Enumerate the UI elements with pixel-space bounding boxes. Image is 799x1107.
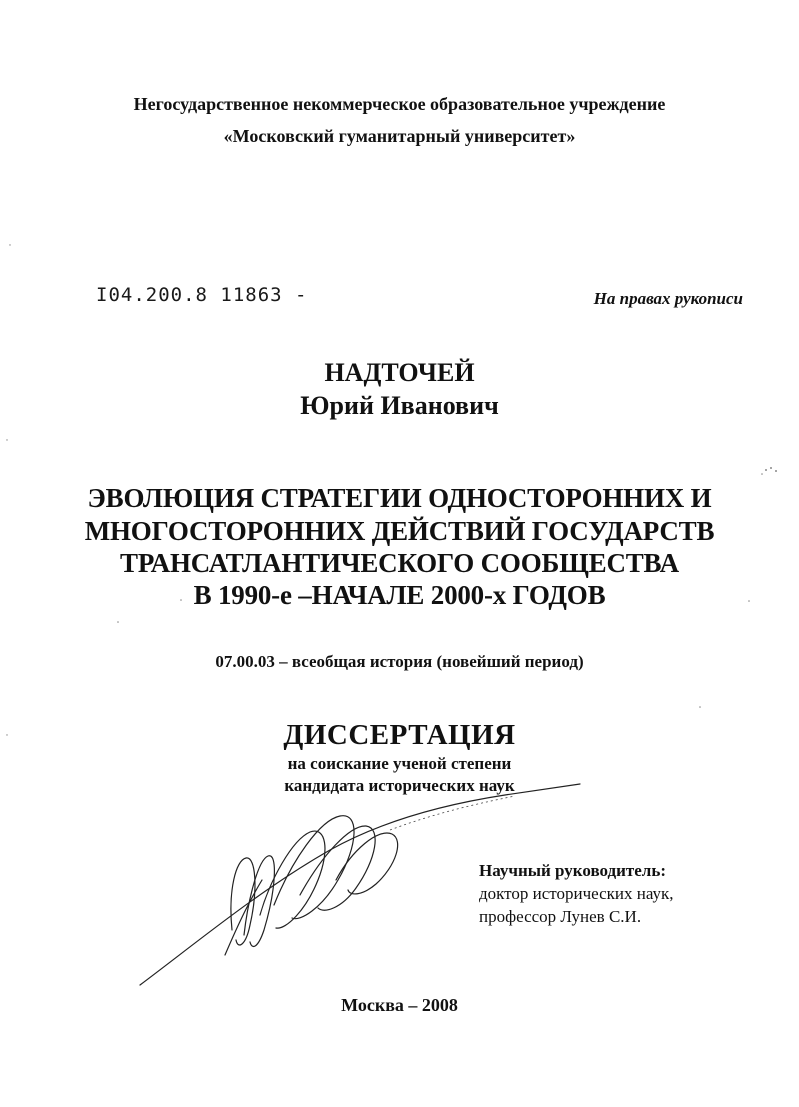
supervisor-name: профессор Лунев С.И.: [479, 907, 642, 926]
specialty-code: 07.00.03 – всеобщая история (новейший период): [215, 652, 584, 671]
author-given-names: Юрий Иванович: [300, 391, 499, 420]
title-line-2: МНОГОСТОРОННИХ ДЕЙСТВИЙ ГОСУДАРСТВ: [84, 516, 715, 546]
supervisor-degree: доктор исторических наук,: [479, 884, 674, 903]
title-line-1: ЭВОЛЮЦИЯ СТРАТЕГИИ ОДНОСТОРОННИХ И: [87, 483, 712, 513]
place-year: Москва – 2008: [341, 995, 458, 1015]
title-line-3: ТРАНСАТЛАНТИЧЕСКОГО СООБЩЕСТВА: [120, 548, 679, 578]
supervisor-block: [479, 859, 674, 928]
manuscript-note: На правах рукописи: [593, 289, 743, 308]
registry-stamp: I04.200.8 11863 -: [96, 284, 308, 306]
degree-line-1: на соискание ученой степени: [287, 754, 512, 773]
author-surname: НАДТОЧЕЙ: [324, 358, 475, 387]
supervisor-label: Научный руководитель:: [479, 861, 666, 880]
title-line-4: В 1990-е –НАЧАЛЕ 2000-х ГОДОВ: [193, 580, 606, 610]
document-type: ДИССЕРТАЦИЯ: [283, 719, 516, 751]
institution-line-1: Негосударственное некоммерческое образовательное учреждение: [133, 94, 666, 114]
institution-line-2: «Московский гуманитарный университет»: [223, 126, 576, 146]
degree-line-2: кандидата исторических наук: [284, 776, 515, 795]
